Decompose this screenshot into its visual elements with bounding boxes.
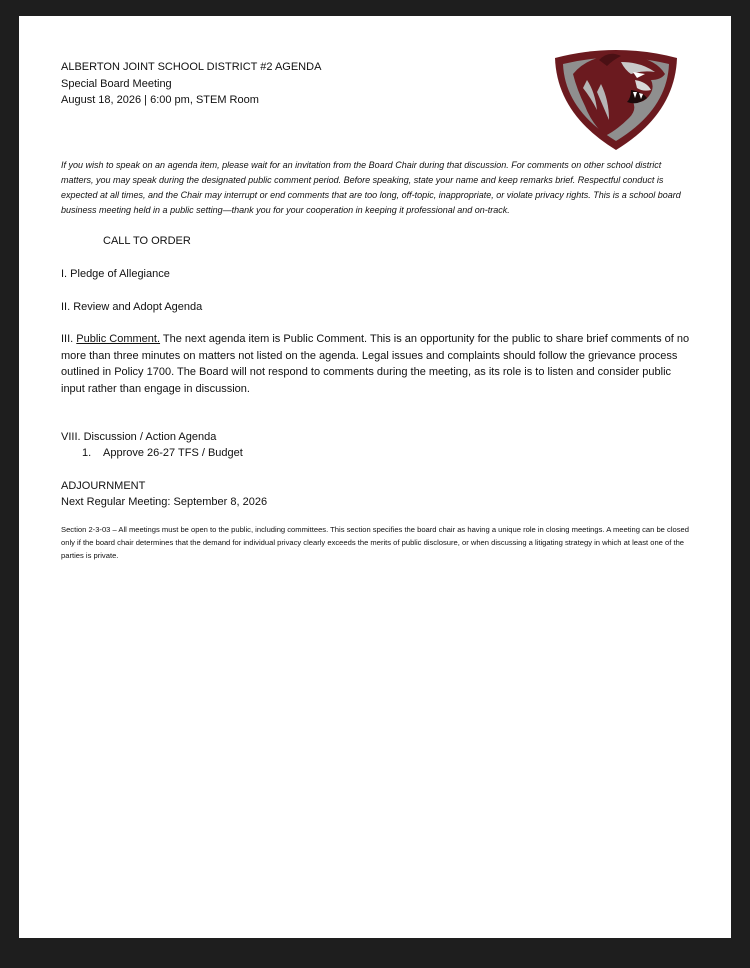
agenda-item-public-comment (61, 331, 691, 397)
agenda-item-review-agenda: II. Review and Adopt Agenda (61, 301, 203, 313)
policy-footnote: Section 2-3-03 – All meetings must be open to the public, including committees. This section specifies the board chair as having a unique role in closing meetings. A meeting can be closed only if the board chair determines that the demand for individual privacy clearly exceeds the merits of public disclosure, or when discussing a litigating strategy in which at least one of the parties is private. (61, 525, 689, 560)
page-title: ALBERTON JOINT SCHOOL DISTRICT #2 AGENDA (61, 61, 322, 73)
header-block (61, 59, 321, 109)
meeting-date-location: August 18, 2026 | 6:00 pm, STEM Room (61, 94, 259, 106)
panther-shield-logo-icon (551, 44, 681, 152)
agenda-item-pledge: I. Pledge of Allegiance (61, 268, 170, 280)
public-comment-title: Public Comment. (76, 333, 161, 345)
next-meeting: Next Regular Meeting: September 8, 2026 (61, 496, 268, 508)
sub-item-number: 1. (82, 447, 92, 459)
agenda-item-discussion-action: VIII. Discussion / Action Agenda (61, 431, 217, 443)
item-3-prefix: III. (61, 333, 77, 345)
agenda-sub-item (82, 445, 243, 462)
call-to-order: CALL TO ORDER (103, 235, 191, 247)
agenda-page (19, 16, 731, 938)
public-comment-body: The next agenda item is Public Comment. This is an opportunity for the public to share brief comments of no more than three minutes on matters not listed on the agenda. Legal issues and complaints should follow the grievance process outlined in Policy 1700. The Board will not respond to comments during the meeting, as its role is to listen and consider public input rather than engage in discussion. (61, 333, 690, 395)
intro-instructions: If you wish to speak on an agenda item, please wait for an invitation from the Board Chair during that discussion. For comments on other school district matters, you may speak during the designated public comment period. Before speaking, state your name and keep remarks brief. Respectful conduct is expected at all times, and the Chair may interrupt or end comments that are too long, off-topic, inappropriate, or violate privacy rights. This is a school board business meeting held in a public setting—thank you for your cooperation in keeping it professional and on-track. (61, 160, 681, 215)
adjournment: ADJOURNMENT (61, 480, 146, 492)
meeting-type: Special Board Meeting (61, 77, 172, 90)
sub-item-text: Approve 26-27 TFS / Budget (103, 447, 243, 459)
